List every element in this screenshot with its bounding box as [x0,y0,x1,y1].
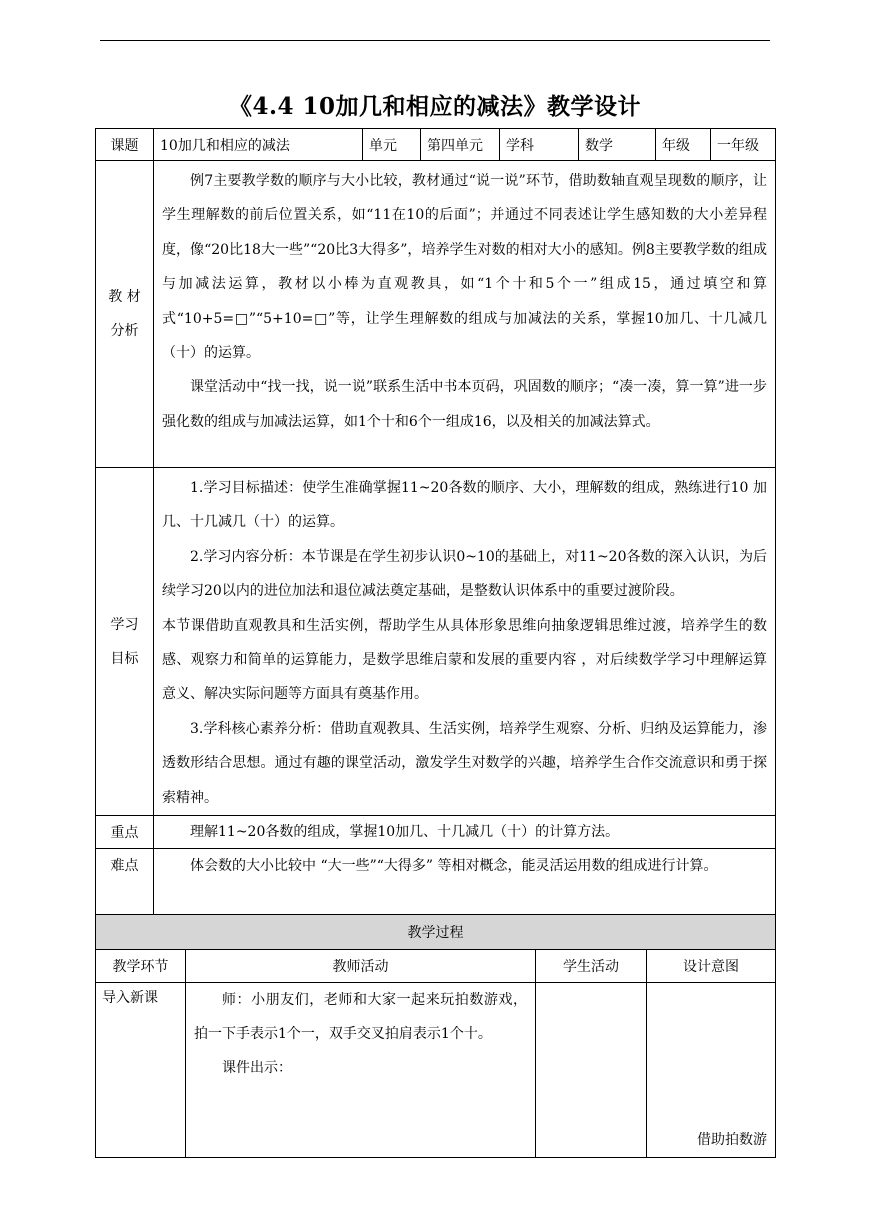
intro-design-intent: 借助拍数游 [647,983,776,1158]
goals-row [96,468,776,816]
analysis-label-line2: 分析 [110,323,139,339]
analysis-row [96,161,776,468]
lesson-info-table [95,128,776,918]
key-point-row [96,816,776,849]
difficulty-label-text: 难点 [110,858,139,875]
process-column-headers [96,950,776,983]
topic-value: 10加几和相应的减法 [154,129,363,161]
difficulty-content [154,849,776,918]
analysis-content [154,161,776,468]
difficulty-row [96,849,776,918]
analysis-label-line1: 教 材 [108,289,141,305]
intro-teacher-activity [186,983,536,1158]
process-row-intro [96,983,776,1158]
key-point-label: 重点 [96,816,154,849]
analysis-paragraph-2: 课堂活动中“找一找，说一说”联系生活中书本页码，巩固数的顺序；“凑一凑，算一算”进一步强化数的组成与加减法运算，如1个十和6个一组成16，以及相关的加减法算式。 [162,379,767,430]
goals-label [96,468,154,816]
intro-teacher-paragraph-1: 师：小朋友们，老师和大家一起来玩拍数游戏，拍一下手表示1个一，双手交叉拍肩表示1个十。 [194,992,527,1042]
subject-label: 学科 [500,129,579,161]
unit-value: 第四单元 [421,129,500,161]
col-student-header: 学生活动 [536,950,647,983]
difficulty-text: 体会数的大小比较中 “大一些”“大得多” 等相对概念，能灵活运用数的组成进行计算。 [190,858,718,875]
goals-paragraph-2: 2.学习内容分析：本节课是在学生初步认识0~10的基础上，对11~20各数的深入认识，为后续学习20以内的进位加法和退位减法奠定基础，是整数认识体系中的重要过渡阶段。 [162,548,767,600]
col-intent-header: 设计意图 [647,950,776,983]
intro-teacher-paragraph-2: 课件出示： [222,1060,292,1076]
topic-label: 课题 [96,129,154,161]
header-rule [100,40,770,41]
subject-value: 数学 [579,129,656,161]
info-row [96,129,776,161]
grade-label: 年级 [656,129,711,161]
process-header-row [96,915,776,950]
goals-content [154,468,776,816]
goals-paragraph-4: 3.学科核心素养分析：借助直观教具、生活实例，培养学生观察、分析、归纳及运算能力，渗透数形结合思想。通过有趣的课堂活动，激发学生对数学的兴趣，培养学生合作交流意识和勇于探索精神。 [162,720,767,806]
key-point-content [154,816,776,849]
goals-label-line1: 学习 [110,616,139,633]
teaching-process-table [95,914,776,1158]
difficulty-label [96,849,154,918]
intro-stage: 导入新课 [96,983,186,1158]
col-teacher-header: 教师活动 [186,950,536,983]
analysis-label [96,161,154,468]
grade-value: 一年级 [711,129,776,161]
col-stage-header: 教学环节 [96,950,186,983]
process-header: 教学过程 [96,915,776,950]
unit-label: 单元 [363,129,421,161]
goals-label-line2: 目标 [110,650,139,667]
document-title: 《4.4 10加几和相应的减法》教学设计 [228,93,642,120]
goals-paragraph-1: 1.学习目标描述：使学生准确掌握11~20各数的顺序、大小，理解数的组成，熟练进行10 加几、十几减几（十）的运算。 [162,480,767,531]
intro-student-activity [536,983,647,1158]
goals-paragraph-3: 本节课借助直观教具和生活实例，帮助学生从具体形象思维向抽象逻辑思维过渡，培养学生的数感、观察力和简单的运算能力，是数学思维启蒙和发展的重要内容 ，对后续数学学习中理解运算意义、解决实际问题等方面具有奠基作用。 [162,617,767,703]
analysis-paragraph-1: 例7主要教学数的顺序与大小比较，教材通过“说一说”环节，借助数轴直观呈现数的顺序，让学生理解数的前后位置关系，如“11在10的后面”；并通过不同表述让学生感知数的大小差异程度，像“20比18大一些”“20比3大得多”，培养学生对数的相对大小的感知。例8主要教学数的组成与加减法运算，教材以小棒为直观教具，如“1个十和5个一”组成15，通过填空和算式“10+5=□”“5+10=□”等，让学生理解数的组成与加减法的关系，掌握10加几、十几减几（十）的运算。 [162,173,767,362]
key-point-text: 理解11~20各数的组成，掌握10加几、十几减几（十）的计算方法。 [190,824,620,841]
